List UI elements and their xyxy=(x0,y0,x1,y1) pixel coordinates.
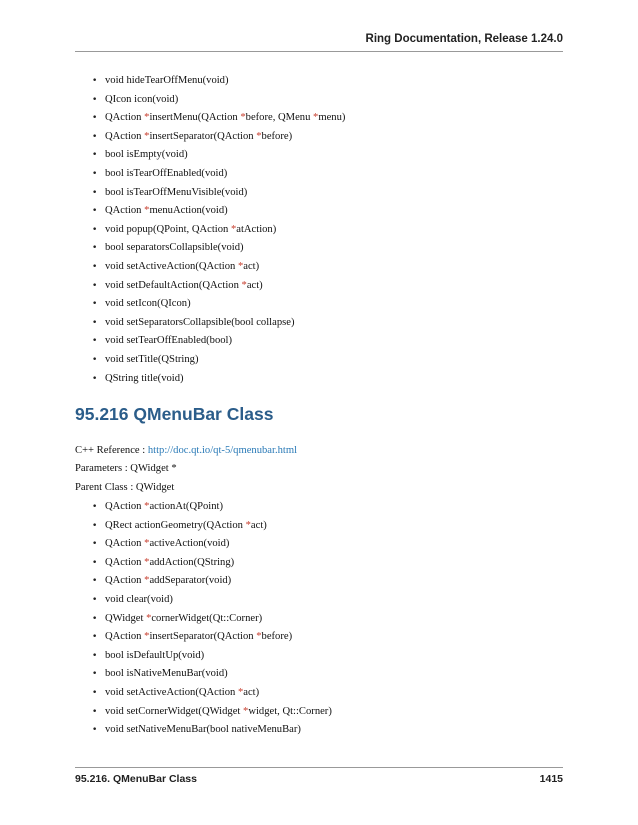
pointer-star: * xyxy=(237,686,244,698)
method-text: before, QMenu xyxy=(245,112,314,124)
method-text: QAction xyxy=(105,631,145,643)
cpp-reference-line xyxy=(75,445,297,456)
method-text: menu) xyxy=(318,112,346,124)
method-text: act) xyxy=(250,519,267,531)
pointer-star: * xyxy=(144,556,150,568)
qmenu-method-list xyxy=(89,72,345,388)
method-text: before) xyxy=(261,631,293,643)
method-item xyxy=(89,351,345,370)
method-text: cornerWidget(Qt::Corner) xyxy=(151,612,263,624)
method-text: bool separatorsCollapsible(void) xyxy=(105,242,244,254)
method-item xyxy=(89,370,345,389)
method-item xyxy=(89,554,332,573)
pointer-star: * xyxy=(144,130,150,142)
method-item xyxy=(89,647,332,666)
method-text: insertSeparator(QAction xyxy=(149,631,257,643)
method-text: atAction) xyxy=(236,223,277,235)
method-text: QString title(void) xyxy=(105,372,184,384)
method-item xyxy=(89,295,345,314)
method-item xyxy=(89,184,345,203)
method-text: bool isTearOffMenuVisible(void) xyxy=(105,186,248,198)
pointer-star: * xyxy=(144,575,150,587)
method-item xyxy=(89,703,332,722)
method-text: menuAction(void) xyxy=(149,205,228,217)
cpp-reference-label: C++ Reference : xyxy=(75,445,148,456)
pointer-star: * xyxy=(144,538,150,550)
header-rule xyxy=(75,51,563,52)
page-number: 1415 xyxy=(539,773,563,785)
method-item xyxy=(89,128,345,147)
method-item xyxy=(89,610,332,629)
method-item xyxy=(89,109,345,128)
method-text: void setCornerWidget(QWidget xyxy=(105,705,244,717)
method-text: QAction xyxy=(105,501,145,512)
pointer-star: * xyxy=(243,705,249,717)
cpp-reference-link[interactable]: http://doc.qt.io/qt-5/qmenubar.html xyxy=(147,445,298,456)
method-item xyxy=(89,72,345,91)
pointer-star: * xyxy=(230,223,237,235)
method-text: act) xyxy=(243,260,260,272)
method-text: QWidget xyxy=(105,612,147,624)
method-text: void setNativeMenuBar(bool nativeMenuBar) xyxy=(105,724,301,736)
method-text: QRect actionGeometry(QAction xyxy=(105,519,246,531)
method-item xyxy=(89,277,345,296)
method-text: void setTearOffEnabled(bool) xyxy=(105,335,233,347)
method-text: QAction xyxy=(105,205,145,217)
method-item xyxy=(89,91,345,110)
pointer-star: * xyxy=(241,279,247,291)
pointer-star: * xyxy=(144,205,150,217)
section-title: 95.216 QMenuBar Class xyxy=(75,404,274,424)
method-item xyxy=(89,165,345,184)
pointer-star: * xyxy=(144,631,150,643)
method-text: activeAction(void) xyxy=(149,538,230,550)
method-text: bool isEmpty(void) xyxy=(105,149,188,161)
method-text: addAction(QString) xyxy=(149,556,235,568)
method-text: addSeparator(void) xyxy=(149,575,232,587)
method-text: before) xyxy=(261,130,293,142)
method-text: void setIcon(QIcon) xyxy=(105,298,191,310)
pointer-star: * xyxy=(313,112,319,124)
method-item xyxy=(89,517,332,536)
method-item xyxy=(89,665,332,684)
method-text: void setSeparatorsCollapsible(bool collapse) xyxy=(105,316,295,328)
pointer-star: * xyxy=(146,612,152,624)
method-text: void setDefaultAction(QAction xyxy=(105,279,242,291)
method-item xyxy=(89,628,332,647)
pointer-star: * xyxy=(144,112,150,124)
method-text: void popup(QPoint, QAction xyxy=(105,223,231,235)
method-text: QAction xyxy=(105,575,145,587)
method-text: QAction xyxy=(105,130,145,142)
footer-rule xyxy=(75,767,563,768)
method-item xyxy=(89,221,345,240)
method-item xyxy=(89,332,345,351)
method-text: QAction xyxy=(105,112,145,124)
pointer-star: * xyxy=(237,260,244,272)
method-item xyxy=(89,591,332,610)
method-text: bool isDefaultUp(void) xyxy=(105,649,205,661)
parent-class-line: Parent Class : QWidget xyxy=(75,482,175,493)
method-text: void setActiveAction(QAction xyxy=(105,260,238,272)
method-item xyxy=(89,721,332,740)
method-text: bool isNativeMenuBar(void) xyxy=(105,668,228,680)
parameters-line: Parameters : QWidget * xyxy=(75,463,177,474)
method-item xyxy=(89,314,345,333)
qmenubar-method-list xyxy=(89,498,332,740)
method-text: void setActiveAction(QAction xyxy=(105,686,238,698)
method-text: void setTitle(QString) xyxy=(105,353,199,365)
method-item xyxy=(89,146,345,165)
method-item xyxy=(89,535,332,554)
method-text: insertSeparator(QAction xyxy=(149,130,257,142)
method-text: QIcon icon(void) xyxy=(105,93,179,105)
method-text: act) xyxy=(246,279,263,291)
method-text: act) xyxy=(243,686,260,698)
method-item xyxy=(89,258,345,277)
method-item xyxy=(89,202,345,221)
pointer-star: * xyxy=(256,130,262,142)
pointer-star: * xyxy=(240,112,246,124)
running-header: Ring Documentation, Release 1.24.0 xyxy=(365,33,563,45)
method-text: QAction xyxy=(105,556,145,568)
method-text: bool isTearOffEnabled(void) xyxy=(105,167,228,179)
method-text: void hideTearOffMenu(void) xyxy=(105,75,229,86)
method-text: actionAt(QPoint) xyxy=(149,501,223,512)
method-text: QAction xyxy=(105,538,145,550)
method-item xyxy=(89,239,345,258)
method-item xyxy=(89,684,332,703)
method-text: insertMenu(QAction xyxy=(149,112,241,124)
method-item xyxy=(89,572,332,591)
pointer-star: * xyxy=(245,519,251,531)
pointer-star: * xyxy=(256,631,262,643)
method-text: widget, Qt::Corner) xyxy=(248,705,332,717)
method-text: void clear(void) xyxy=(105,593,173,605)
pointer-star: * xyxy=(144,501,150,512)
footer-section-name: 95.216. QMenuBar Class xyxy=(75,773,197,785)
method-item xyxy=(89,498,332,517)
